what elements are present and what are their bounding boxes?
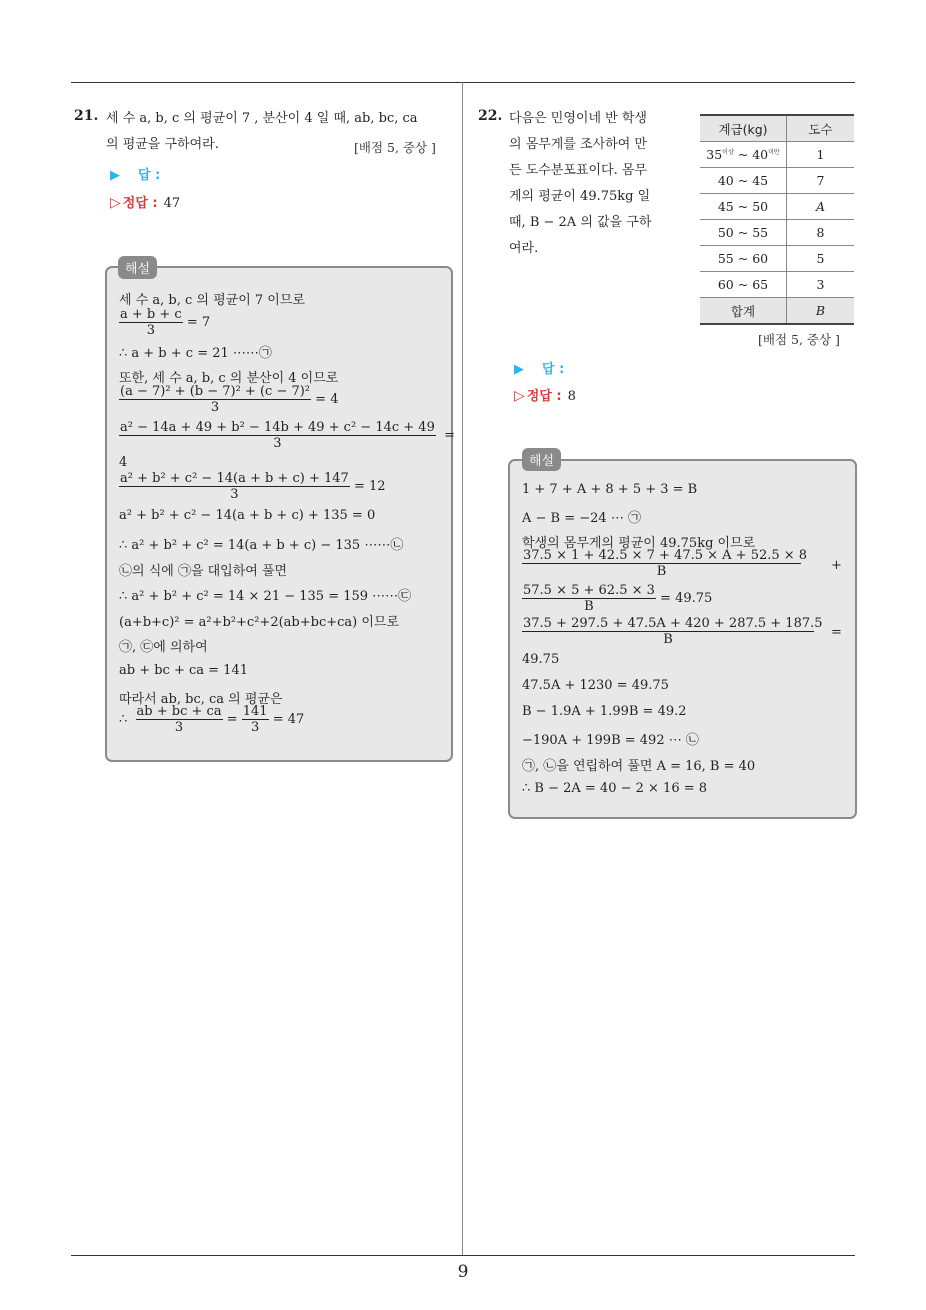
bottom-rule bbox=[71, 1255, 855, 1256]
q21-correct-label: 정답 : bbox=[122, 196, 158, 211]
q21-sol-line: 또한, 세 수 a, b, c 의 분산이 4 이므로 bbox=[119, 371, 339, 386]
q21-text-line2: 의 평균을 구하여라. bbox=[106, 137, 219, 152]
q22-sol-line: 학생의 몸무게의 평균이 49.75kg 이므로 bbox=[522, 536, 756, 551]
q21-sol-line: ㉠, ㉢에 의하여 bbox=[119, 640, 208, 655]
q21-sol-fraction: $\frac{\text{a² + b² + c² − 14(a + b + c) + 147}}{3}$ = 12 bbox=[120, 471, 386, 502]
q22-answer-label: 답 : bbox=[542, 362, 565, 377]
outline-triangle-icon: ▷ bbox=[110, 195, 121, 211]
table-row: 45 ~ 50 A bbox=[700, 194, 854, 220]
q22-number: 22. bbox=[478, 108, 503, 124]
q21-sol-line: ∴ a + b + c = 21 ⋯⋯㉠ bbox=[119, 346, 272, 361]
q21-correct-value: 47 bbox=[163, 196, 181, 211]
q22-text-line: 때, B − 2A 의 값을 구하 bbox=[509, 215, 652, 230]
q22-text-line: 게의 평균이 49.75kg 일 bbox=[509, 189, 651, 204]
q21-correct-row bbox=[110, 192, 180, 211]
q22-text-line: 의 몸무게를 조사하여 만 bbox=[509, 137, 647, 152]
q21-sol-line: 따라서 ab, bc, ca 의 평균은 bbox=[119, 692, 283, 707]
table-row: 55 ~ 60 5 bbox=[700, 246, 854, 272]
q22-text-line: 다음은 민영이네 반 학생 bbox=[509, 111, 647, 126]
frequency-table bbox=[700, 114, 854, 325]
q21-sol-line: ab + bc + ca = 141 bbox=[119, 663, 248, 678]
table-row: $35^{이상}$ ~ $40^{미만}$ 1 bbox=[700, 142, 854, 168]
play-icon: ▶ bbox=[514, 362, 524, 377]
q22-sol-line: −190A + 199B = 492 ⋯ ㉡ bbox=[522, 733, 699, 748]
q21-solution-tag: 해설 bbox=[118, 256, 157, 279]
page-number: 9 bbox=[457, 1262, 469, 1282]
q21-sol-line: (a+b+c)² = a²+b²+c²+2(ab+bc+ca) 이므로 bbox=[119, 615, 400, 630]
q22-correct-label: 정답 : bbox=[526, 389, 562, 404]
q21-sol-line: ㉡의 식에 ㉠을 대입하여 풀면 bbox=[119, 564, 288, 579]
q21-answer-label: 답 : bbox=[138, 168, 161, 183]
q22-correct-value: 8 bbox=[567, 389, 576, 404]
q22-answer-row bbox=[514, 358, 564, 377]
header-frequency: 도수 bbox=[787, 115, 855, 142]
q21-sol-fraction: $\frac{a + b + c}{3}$ = 7 bbox=[120, 307, 211, 338]
column-divider bbox=[462, 82, 463, 1256]
table-row: 50 ~ 55 8 bbox=[700, 220, 854, 246]
q21-text-line1: 세 수 a, b, c 의 평균이 7 , 분산이 4 일 때, ab, bc, ca bbox=[106, 111, 418, 126]
q22-sol-fraction: $\frac{37.5 \times 1 + 42.5 \times 7 + 47.5 \times A + 52.5 \times 8}{B}$ bbox=[523, 548, 808, 579]
table-row: 60 ~ 65 3 bbox=[700, 272, 854, 298]
header-class: 계급(kg) bbox=[700, 115, 787, 142]
q21-answer-row bbox=[110, 164, 160, 183]
q22-sol-line: 49.75 bbox=[522, 652, 560, 667]
q21-number: 21. bbox=[74, 108, 99, 124]
outline-triangle-icon: ▷ bbox=[514, 388, 525, 404]
q21-sol-fraction: ∴ $\frac{ab + bc + ca}{3}$ = $\frac{141}{3}$ = 47 bbox=[119, 704, 305, 735]
table-row: 40 ~ 45 7 bbox=[700, 168, 854, 194]
q22-correct-row bbox=[514, 385, 576, 404]
q21-sol-line: 4 bbox=[119, 455, 128, 470]
table-header-row bbox=[700, 115, 854, 142]
q22-text-line: 든 도수분포표이다. 몸무 bbox=[509, 163, 647, 178]
q21-sol-fraction: $\frac{\text{(a − 7)² + (b − 7)² + (c − 7)²}}{3}$ = 4 bbox=[120, 384, 339, 415]
play-icon: ▶ bbox=[110, 168, 120, 183]
q22-sol-fraction: $\frac{57.5 \times 5 + 62.5 \times 3}{B}$ = 49.75 bbox=[523, 583, 713, 614]
q22-sol-line: ㉠, ㉡을 연립하여 풀면 A = 16, B = 40 bbox=[522, 759, 756, 774]
q22-sol-plus: + bbox=[831, 558, 842, 573]
q22-sol-line: ∴ B − 2A = 40 − 2 × 16 = 8 bbox=[522, 781, 708, 796]
q22-sol-line: 1 + 7 + A + 8 + 5 + 3 = B bbox=[522, 482, 698, 497]
q21-score: [배점 5, 중상 ] bbox=[354, 140, 436, 155]
q21-sol-line: ∴ a² + b² + c² = 14(a + b + c) − 135 ⋯⋯㉡ bbox=[119, 538, 404, 553]
top-rule bbox=[71, 82, 855, 83]
table-total-row: 합계 B bbox=[700, 298, 854, 325]
q22-sol-line: B − 1.9A + 1.99B = 49.2 bbox=[522, 704, 687, 719]
q22-text-line: 여라. bbox=[509, 241, 539, 256]
q22-sol-line: A − B = −24 ⋯ ㉠ bbox=[522, 511, 641, 526]
q22-solution-tag: 해설 bbox=[522, 448, 561, 471]
q22-sol-equals: = bbox=[831, 625, 842, 640]
q21-sol-line: 세 수 a, b, c 의 평균이 7 이므로 bbox=[119, 293, 305, 308]
q22-sol-fraction: $\frac{37.5 + 297.5 + 47.5A + 420 + 287.5 + 187.5}{B}$ bbox=[523, 616, 823, 647]
q21-sol-line: ∴ a² + b² + c² = 14 × 21 − 135 = 159 ⋯⋯㉢ bbox=[119, 589, 412, 604]
q22-sol-line: 47.5A + 1230 = 49.75 bbox=[522, 678, 669, 693]
q21-sol-line: a² + b² + c² − 14(a + b + c) + 135 = 0 bbox=[119, 508, 376, 523]
q21-sol-fraction: $\frac{\text{a² − 14a + 49 + b² − 14b + 49 + c² − 14c + 49}}{3}$ = bbox=[120, 420, 456, 451]
q22-score: [배점 5, 중상 ] bbox=[758, 332, 840, 347]
